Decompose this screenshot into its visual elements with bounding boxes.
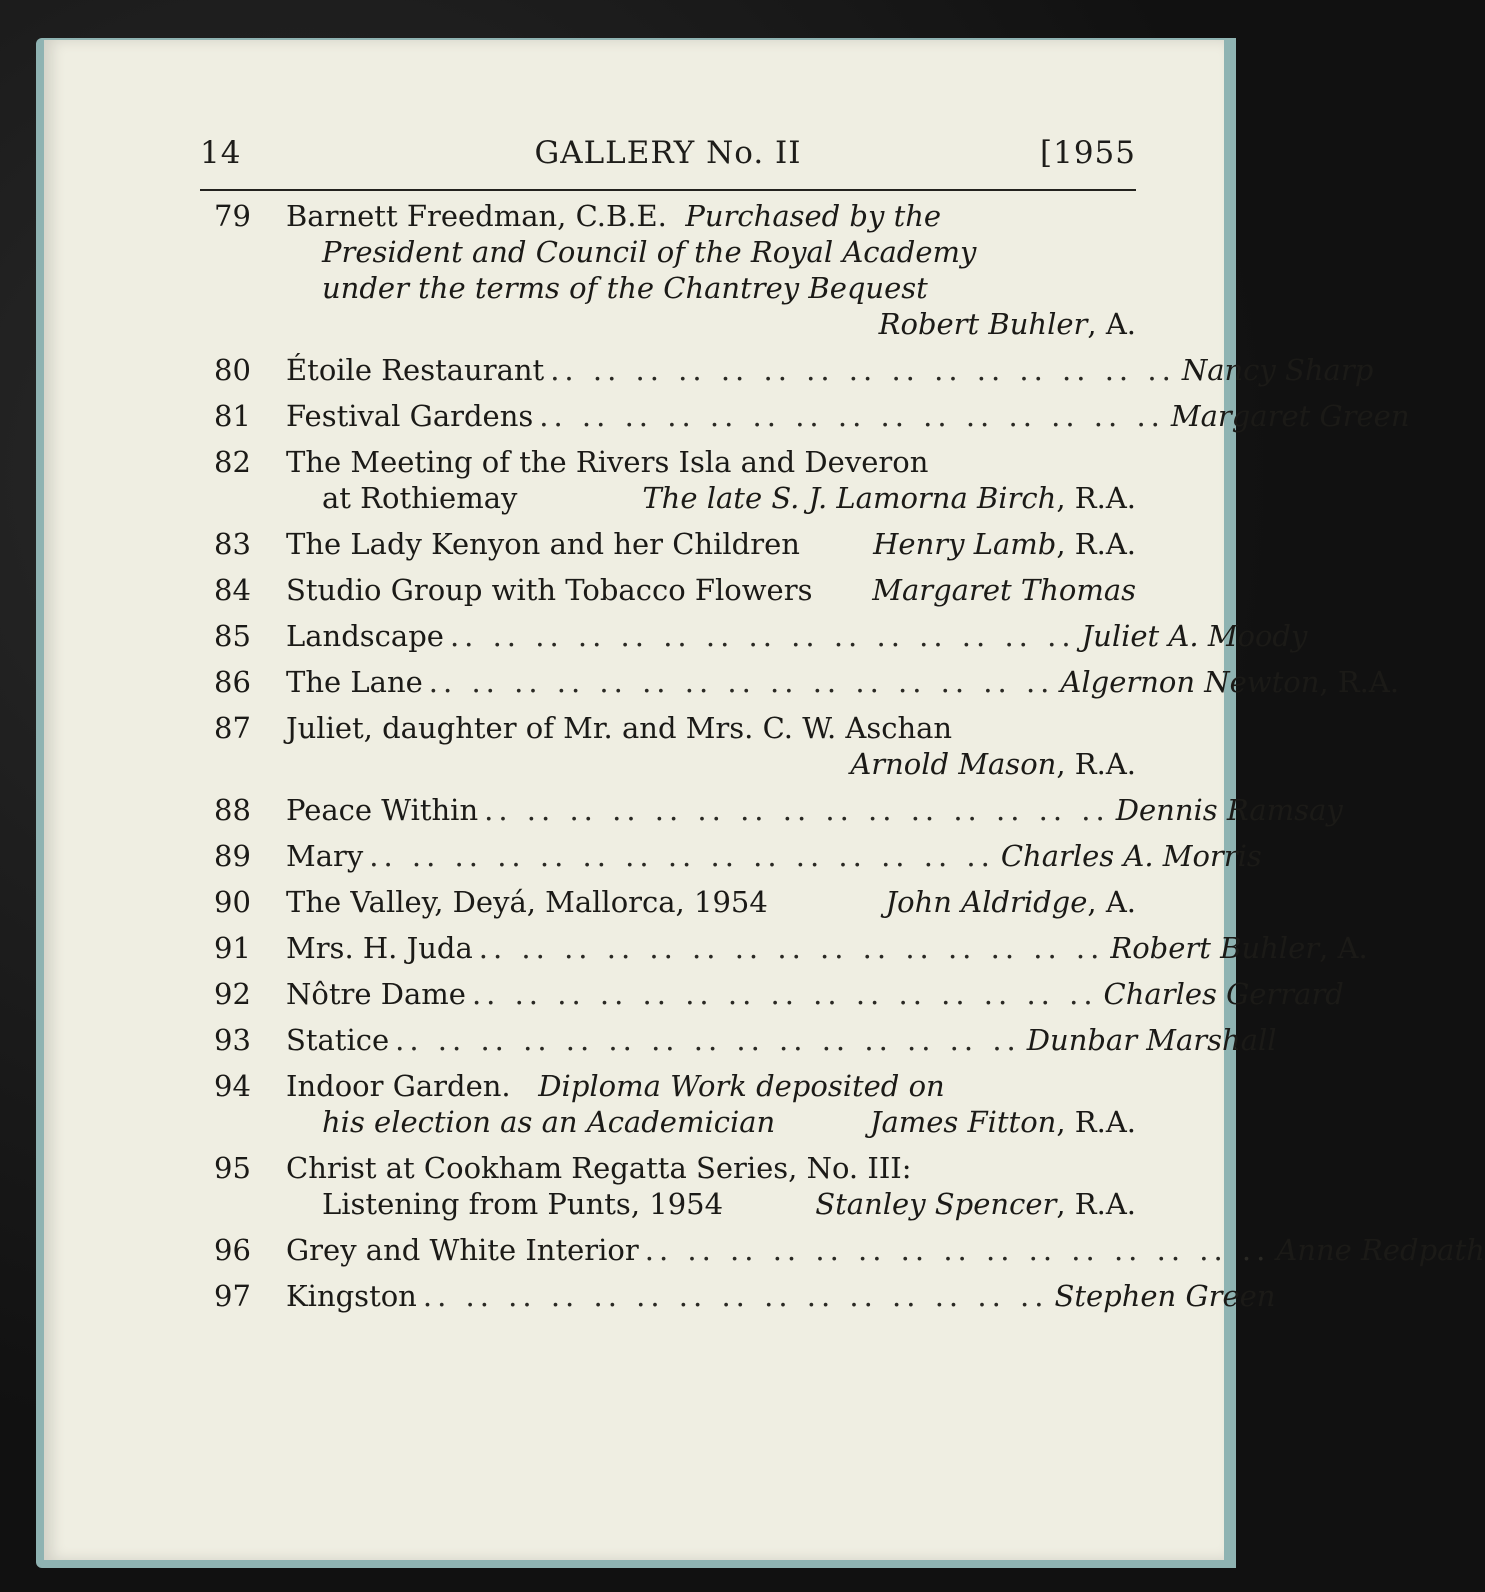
catalogue-entry bbox=[200, 198, 1136, 342]
catalogue-entry bbox=[200, 444, 1136, 516]
catalogue-entry bbox=[200, 1022, 1277, 1058]
entry-number: 86 bbox=[214, 665, 251, 699]
entry-rank: , R.A. bbox=[1056, 481, 1136, 515]
entry-note: Diploma Work deposited on bbox=[538, 1069, 945, 1103]
entry-title: Peace Within bbox=[286, 793, 479, 827]
entry-artist: Robert Buhler bbox=[1110, 931, 1320, 965]
entry-title: Grey and White Interior bbox=[286, 1233, 639, 1267]
entry-number: 96 bbox=[214, 1233, 251, 1267]
entry-artist: Stephen Green bbox=[1054, 1279, 1276, 1313]
entry-number: 82 bbox=[214, 445, 251, 479]
entry-title: Landscape bbox=[286, 619, 444, 653]
entry-title: The Lady Kenyon and her Children bbox=[286, 527, 800, 561]
entry-title: Studio Group with Tobacco Flowers bbox=[286, 573, 813, 607]
leader-dots: .. .. .. .. .. .. .. .. .. .. .. .. .. .. .. bbox=[478, 931, 1105, 965]
leader-dots: .. .. .. .. .. .. .. .. .. .. .. .. .. .. .. bbox=[484, 793, 1110, 827]
entry-number: 92 bbox=[214, 977, 251, 1011]
entry-title: The Valley, Deyá, Mallorca, 1954 bbox=[286, 885, 768, 919]
entry-rank: , R.A. bbox=[1056, 747, 1136, 781]
entry-title-continued: Listening from Punts, 1954 bbox=[322, 1187, 724, 1221]
catalogue-entry bbox=[200, 618, 1308, 654]
catalogue-entry bbox=[200, 710, 1136, 782]
entry-note: President and Council of the Royal Academy bbox=[322, 235, 977, 269]
entry-title: Nôtre Dame bbox=[286, 977, 466, 1011]
entry-title: Indoor Garden. bbox=[286, 1069, 511, 1103]
entry-note: under the terms of the Chantrey Bequest bbox=[322, 271, 928, 305]
entry-title: Statice bbox=[286, 1023, 390, 1057]
entry-artist: Henry Lamb bbox=[873, 527, 1057, 561]
leader-dots: .. .. .. .. .. .. .. .. .. .. .. .. .. .. .. bbox=[449, 619, 1076, 653]
entry-artist: Robert Buhler bbox=[878, 307, 1088, 341]
catalogue-entries bbox=[200, 198, 1485, 1324]
page-title: GALLERY No. II bbox=[534, 135, 802, 171]
entry-artist: Charles A. Morris bbox=[1000, 839, 1262, 873]
entry-title: Étoile Restaurant bbox=[286, 353, 545, 387]
catalogue-entry bbox=[200, 838, 1262, 874]
leader-dots: .. .. .. .. .. .. .. .. .. .. .. .. .. .. .. bbox=[539, 399, 1165, 433]
entry-number: 87 bbox=[214, 711, 251, 745]
catalogue-entry bbox=[200, 1068, 1136, 1140]
page-header bbox=[200, 131, 1136, 175]
entry-title: The Lane bbox=[286, 665, 423, 699]
entry-artist: Juliet A. Moody bbox=[1081, 619, 1308, 653]
entry-note: his election as an Academician bbox=[322, 1105, 776, 1139]
entry-title: Mrs. H. Juda bbox=[286, 931, 473, 965]
entry-number: 89 bbox=[214, 839, 251, 873]
entry-artist: Dunbar Marshall bbox=[1026, 1023, 1277, 1057]
entry-artist: Anne Redpath bbox=[1276, 1233, 1485, 1267]
entry-rank: , A. bbox=[1087, 307, 1136, 341]
entry-rank: , R.A. bbox=[1056, 527, 1136, 561]
entry-number: 79 bbox=[214, 199, 251, 233]
entry-number: 85 bbox=[214, 619, 251, 653]
catalogue-entry bbox=[200, 572, 1136, 608]
leader-dots: .. .. .. .. .. .. .. .. .. .. .. .. .. .. .. bbox=[369, 839, 995, 873]
entry-title: Christ at Cookham Regatta Series, No. III: bbox=[286, 1151, 912, 1185]
entry-number: 83 bbox=[214, 527, 251, 561]
catalogue-entry bbox=[200, 526, 1136, 562]
catalogue-entry bbox=[200, 664, 1400, 700]
leader-dots: .. .. .. .. .. .. .. .. .. .. .. .. .. .. .. bbox=[644, 1233, 1271, 1267]
leader-dots: .. .. .. .. .. .. .. .. .. .. .. .. .. .. .. bbox=[428, 665, 1055, 699]
entry-title: Kingston bbox=[286, 1279, 417, 1313]
entry-rank: , R.A. bbox=[1056, 1105, 1136, 1139]
entry-title: Mary bbox=[286, 839, 364, 873]
entry-artist: John Aldridge bbox=[885, 885, 1088, 919]
catalogue-entry bbox=[200, 398, 1410, 434]
entry-artist: Nancy Sharp bbox=[1181, 353, 1374, 387]
entry-artist: James Fitton bbox=[869, 1105, 1057, 1139]
entry-artist: Arnold Mason bbox=[850, 747, 1057, 781]
catalogue-entry bbox=[200, 1278, 1276, 1314]
catalogue-entry bbox=[200, 1150, 1136, 1222]
entry-number: 81 bbox=[214, 399, 251, 433]
leader-dots: .. .. .. .. .. .. .. .. .. .. .. .. .. .. .. bbox=[471, 977, 1098, 1011]
entry-number: 93 bbox=[214, 1023, 251, 1057]
entry-number: 80 bbox=[214, 353, 251, 387]
catalogue-entry bbox=[200, 930, 1368, 966]
leader-dots: .. .. .. .. .. .. .. .. .. .. .. .. .. .. .. bbox=[550, 353, 1176, 387]
entry-artist: Margaret Green bbox=[1170, 399, 1410, 433]
catalogue-entry bbox=[200, 884, 1136, 920]
entry-artist: Margaret Thomas bbox=[872, 573, 1136, 607]
catalogue-year: [1955 bbox=[1040, 135, 1136, 171]
entry-rank: , R.A. bbox=[1319, 665, 1400, 699]
entry-number: 91 bbox=[214, 931, 251, 965]
entry-artist: Charles Gerrard bbox=[1103, 977, 1344, 1011]
entry-title: Barnett Freedman, C.B.E. bbox=[286, 199, 667, 233]
entry-rank: , R.A. bbox=[1056, 1187, 1136, 1221]
entry-artist: The late S. J. Lamorna Birch bbox=[642, 481, 1057, 515]
leader-dots: .. .. .. .. .. .. .. .. .. .. .. .. .. .. .. bbox=[422, 1279, 1049, 1313]
entry-number: 97 bbox=[214, 1279, 251, 1313]
entry-number: 90 bbox=[214, 885, 251, 919]
catalogue-entry bbox=[200, 792, 1343, 828]
entry-rank: , A. bbox=[1319, 931, 1368, 965]
entry-artist: Dennis Ramsay bbox=[1115, 793, 1343, 827]
entry-title: Festival Gardens bbox=[286, 399, 534, 433]
entry-number: 95 bbox=[214, 1151, 251, 1185]
leader-dots: .. .. .. .. .. .. .. .. .. .. .. .. .. .. .. bbox=[395, 1023, 1021, 1057]
page-number: 14 bbox=[200, 135, 242, 171]
entry-artist: Algernon Newton bbox=[1060, 665, 1320, 699]
entry-title-continued: at Rothiemay bbox=[322, 481, 518, 515]
entry-title: The Meeting of the Rivers Isla and Deveron bbox=[286, 445, 929, 479]
entry-number: 84 bbox=[214, 573, 251, 607]
catalogue-entry bbox=[200, 976, 1344, 1012]
entry-title: Juliet, daughter of Mr. and Mrs. C. W. Aschan bbox=[286, 711, 953, 745]
entry-number: 94 bbox=[214, 1069, 251, 1103]
entry-rank: , A. bbox=[1087, 885, 1136, 919]
header-rule bbox=[200, 189, 1136, 191]
catalogue-entry bbox=[200, 1232, 1485, 1268]
entry-number: 88 bbox=[214, 793, 251, 827]
entry-artist: Stanley Spencer bbox=[815, 1187, 1057, 1221]
catalogue-entry bbox=[200, 352, 1374, 388]
entry-note: Purchased by the bbox=[685, 199, 942, 233]
